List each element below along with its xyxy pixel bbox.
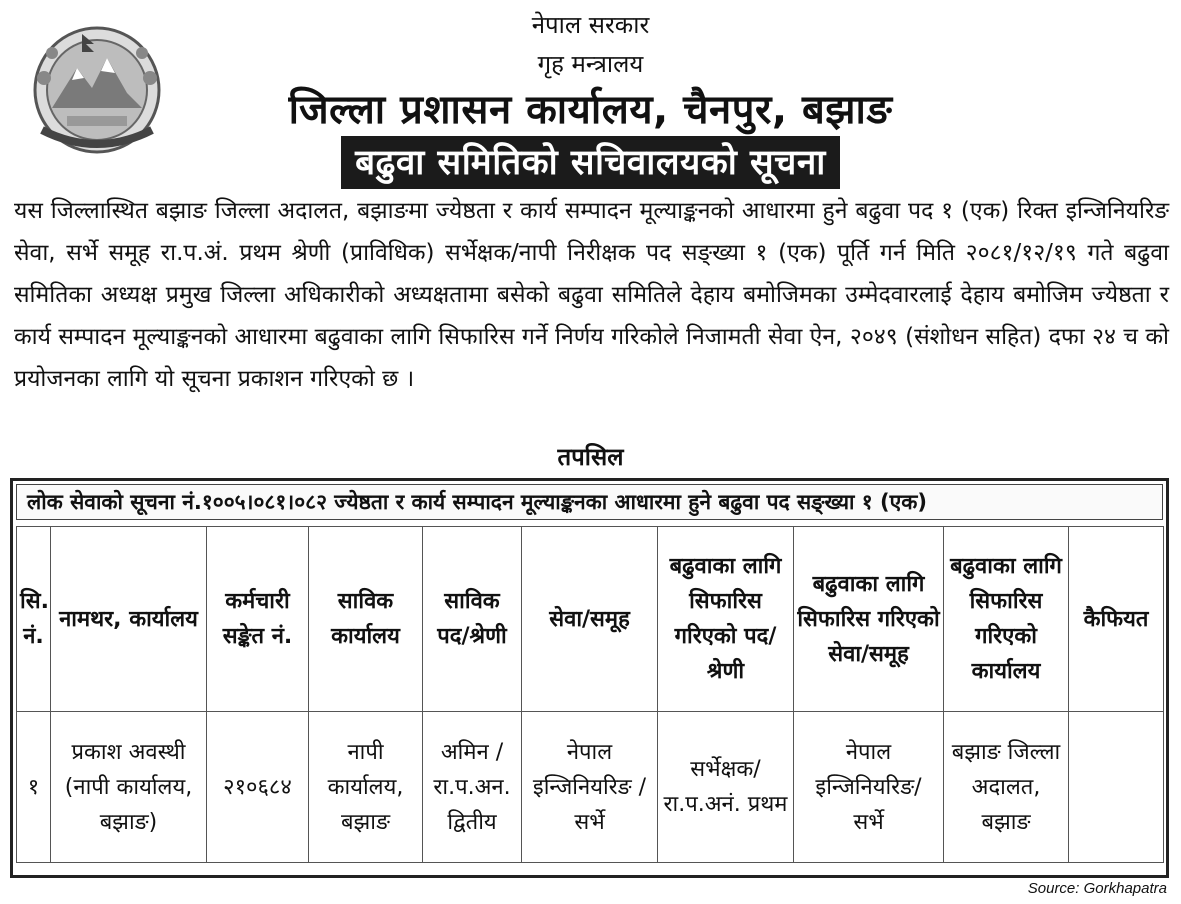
office-heading: जिल्ला प्रशासन कार्यालय, चैनपुर, बझाङ [288, 87, 893, 133]
column-header: सेवा/समूह [522, 527, 658, 712]
recommendation-table-box [10, 478, 1169, 878]
notice-title: बढुवा समितिको सचिवालयको सूचना [341, 136, 840, 189]
table-reference: लोक सेवाको सूचना नं.१००५।०८१।०८२ ज्येष्ठता र कार्य सम्पादन मूल्याङ्कनका आधारमा हुने बढुवा पद सङ्ख्या १ (एक) [16, 484, 1163, 520]
column-header: बढुवाका लागि सिफारिस गरिएको सेवा/समूह [794, 527, 944, 712]
cell-service-group: नेपाल इन्जिनियरिङ /सर्भे [522, 712, 658, 863]
source-credit: Source: Gorkhapatra [1027, 880, 1167, 897]
column-header: नामथर, कार्यालय [51, 527, 207, 712]
cell-serial: १ [17, 712, 51, 863]
cell-rec-office: बझाङ जिल्ला अदालत, बझाङ [944, 712, 1069, 863]
column-header: कैफियत [1069, 527, 1164, 712]
table-header-row [17, 527, 1164, 712]
cell-prev-post: अमिन / रा.प.अन. द्वितीय [423, 712, 522, 863]
column-header: साविक कार्यालय [309, 527, 423, 712]
ministry-heading: गृह मन्त्रालय [537, 50, 644, 78]
notice-body: यस जिल्लास्थित बझाङ जिल्ला अदालत, बझाङमा ज्येष्ठता र कार्य सम्पादन मूल्याङ्कनको आधारमा हुने बढुवा पद १ (एक) रिक्त इन्जिनियरिङ सेवा, सर्भे समूह रा.प.अं. प्रथम श्रेणी (प्राविधिक) सर्भेक्षक/नापी निरीक्षक पद सङ्ख्या १ (एक) पूर्ति गर्न मिति २०८१/१२/१९ गते बढुवा समितिका अध्यक्ष प्रमुख जिल्ला अधिकारीको अध्यक्षतामा बसेको बढुवा समितिले देहाय बमोजिमका उम्मेदवारलाई देहाय बमोजिम ज्येष्ठता र कार्य सम्पादन मूल्याङ्कनको आधारमा बढुवाका लागि सिफारिस गर्ने निर्णय गरिकोले निजामती सेवा ऐन, २०४९ (संशोधन सहित) दफा २४ च को प्रयोजनका लागि यो सूचना प्रकाशन गरिएको छ । [14, 198, 1169, 392]
cell-employee-code: २१०६८४ [207, 712, 309, 863]
column-header: कर्मचारी सङ्केत नं. [207, 527, 309, 712]
cell-rec-post: सर्भेक्षक/ रा.प.अनं. प्रथम [658, 712, 794, 863]
government-heading: नेपाल सरकार [531, 11, 650, 39]
table-row [17, 712, 1164, 863]
cell-remarks [1069, 712, 1164, 863]
column-header: बढुवाका लागि सिफारिस गरिएको कार्यालय [944, 527, 1069, 712]
annex-label: तपसिल [557, 443, 624, 471]
recommendation-table [16, 526, 1164, 863]
cell-name-office: प्रकाश अवस्थी (नापी कार्यालय, बझाङ) [51, 712, 207, 863]
column-header: साविक पद/श्रेणी [423, 527, 522, 712]
column-header: सि. नं. [17, 527, 51, 712]
cell-prev-office: नापी कार्यालय, बझाङ [309, 712, 423, 863]
column-header: बढुवाका लागि सिफारिस गरिएको पद/श्रेणी [658, 527, 794, 712]
cell-rec-service: नेपाल इन्जिनियरिङ/ सर्भे [794, 712, 944, 863]
